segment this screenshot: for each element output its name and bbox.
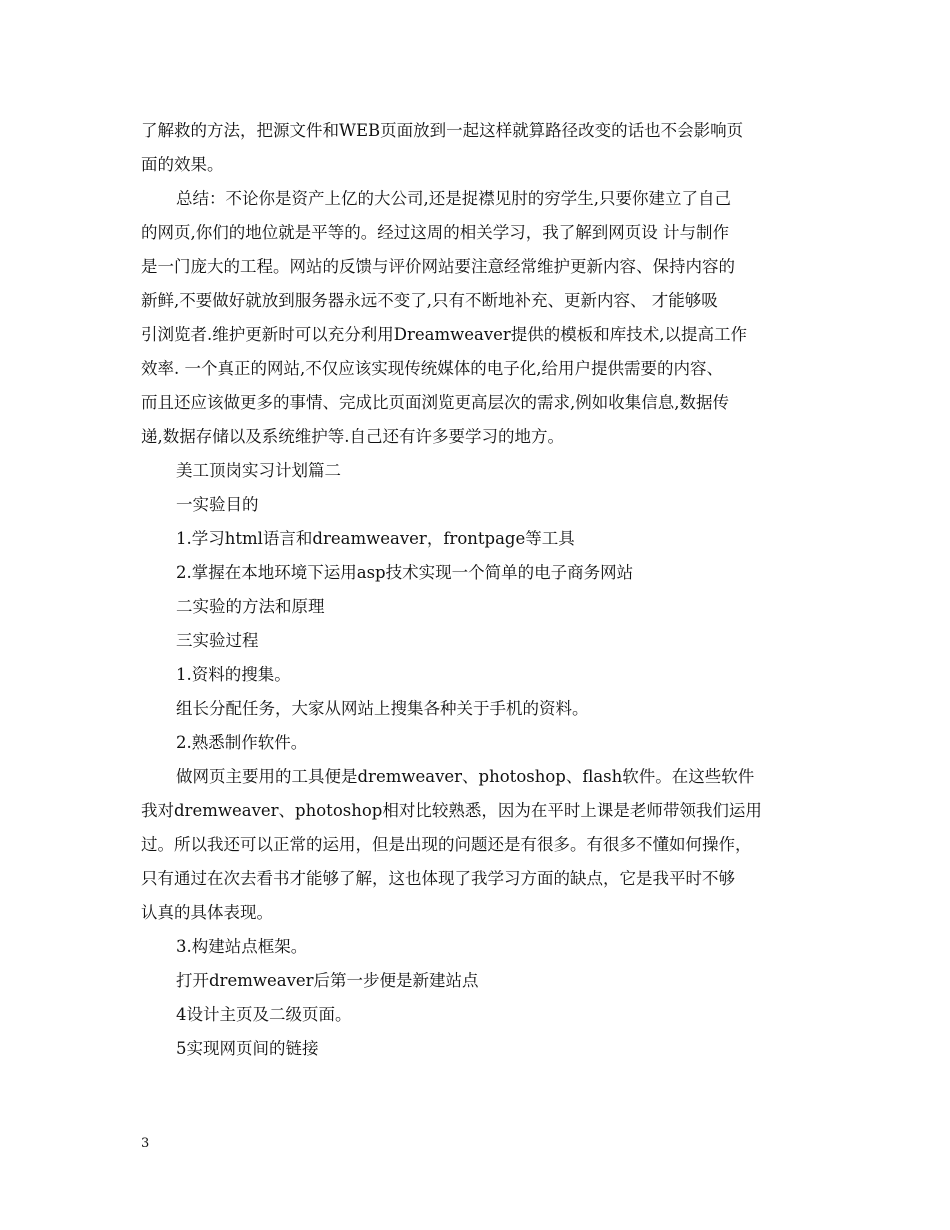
text-line: 新鲜,不要做好就放到服务器永远不变了,只有不断地补充、更新内容、 才能够吸 (141, 291, 718, 310)
text-line: 1.资料的搜集。 (176, 665, 291, 684)
text-line: 做网页主要用的工具便是dremweaver、photoshop、flash软件。在这些软件 (176, 767, 755, 786)
page-number: 3 (141, 1136, 150, 1151)
text-line: 效率. 一个真正的网站,不仅应该实现传统媒体的电子化,给用户提供需要的内容、 (141, 359, 723, 378)
text-line: 美工顶岗实习计划篇二 (176, 461, 341, 480)
text-line: 5实现网页间的链接 (176, 1039, 319, 1058)
text-line: 认真的具体表现。 (141, 903, 273, 922)
text-line: 是一门庞大的工程。网站的反馈与评价网站要注意经常维护更新内容、保持内容的 (141, 257, 735, 276)
text-line: 1.学习html语言和dreamweaver，frontpage等工具 (176, 529, 575, 548)
text-line: 2.掌握在本地环境下运用asp技术实现一个简单的电子商务网站 (176, 563, 634, 582)
body-text (141, 114, 821, 1066)
text-line: 引浏览者.维护更新时可以充分利用Dreamweaver提供的模板和库技术,以提高工作 (141, 325, 748, 344)
text-line: 而且还应该做更多的事情、完成比页面浏览更高层次的需求,例如收集信息,数据传 (141, 393, 729, 412)
text-line: 2.熟悉制作软件。 (176, 733, 308, 752)
text-line: 的网页,你们的地位就是平等的。经过这周的相关学习，我了解到网页设 计与制作 (141, 223, 729, 242)
text-line: 一实验目的 (176, 495, 259, 514)
text-line: 总结：不论你是资产上亿的大公司,还是捉襟见肘的穷学生,只要你建立了自己 (176, 189, 731, 208)
text-line: 组长分配任务，大家从网站上搜集各种关于手机的资料。 (176, 699, 589, 718)
text-line: 三实验过程 (176, 631, 259, 650)
text-line: 递,数据存储以及系统维护等.自己还有许多要学习的地方。 (141, 427, 564, 446)
text-line: 了解救的方法，把源文件和WEB页面放到一起这样就算路径改变的话也不会影响页 (141, 121, 744, 140)
text-line: 过。所以我还可以正常的运用，但是出现的问题还是有很多。有很多不懂如何操作， (141, 835, 752, 854)
text-line: 二实验的方法和原理 (176, 597, 325, 616)
text-line: 只有通过在次去看书才能够了解，这也体现了我学习方面的缺点，它是我平时不够 (141, 869, 735, 888)
text-line: 我对dremweaver、photoshop相对比较熟悉，因为在平时上课是老师带领我们运用 (141, 801, 762, 820)
text-line: 面的效果。 (141, 155, 224, 174)
text-line: 3.构建站点框架。 (176, 937, 308, 956)
text-line: 打开dremweaver后第一步便是新建站点 (176, 971, 479, 990)
text-line: 4设计主页及二级页面。 (176, 1005, 352, 1024)
